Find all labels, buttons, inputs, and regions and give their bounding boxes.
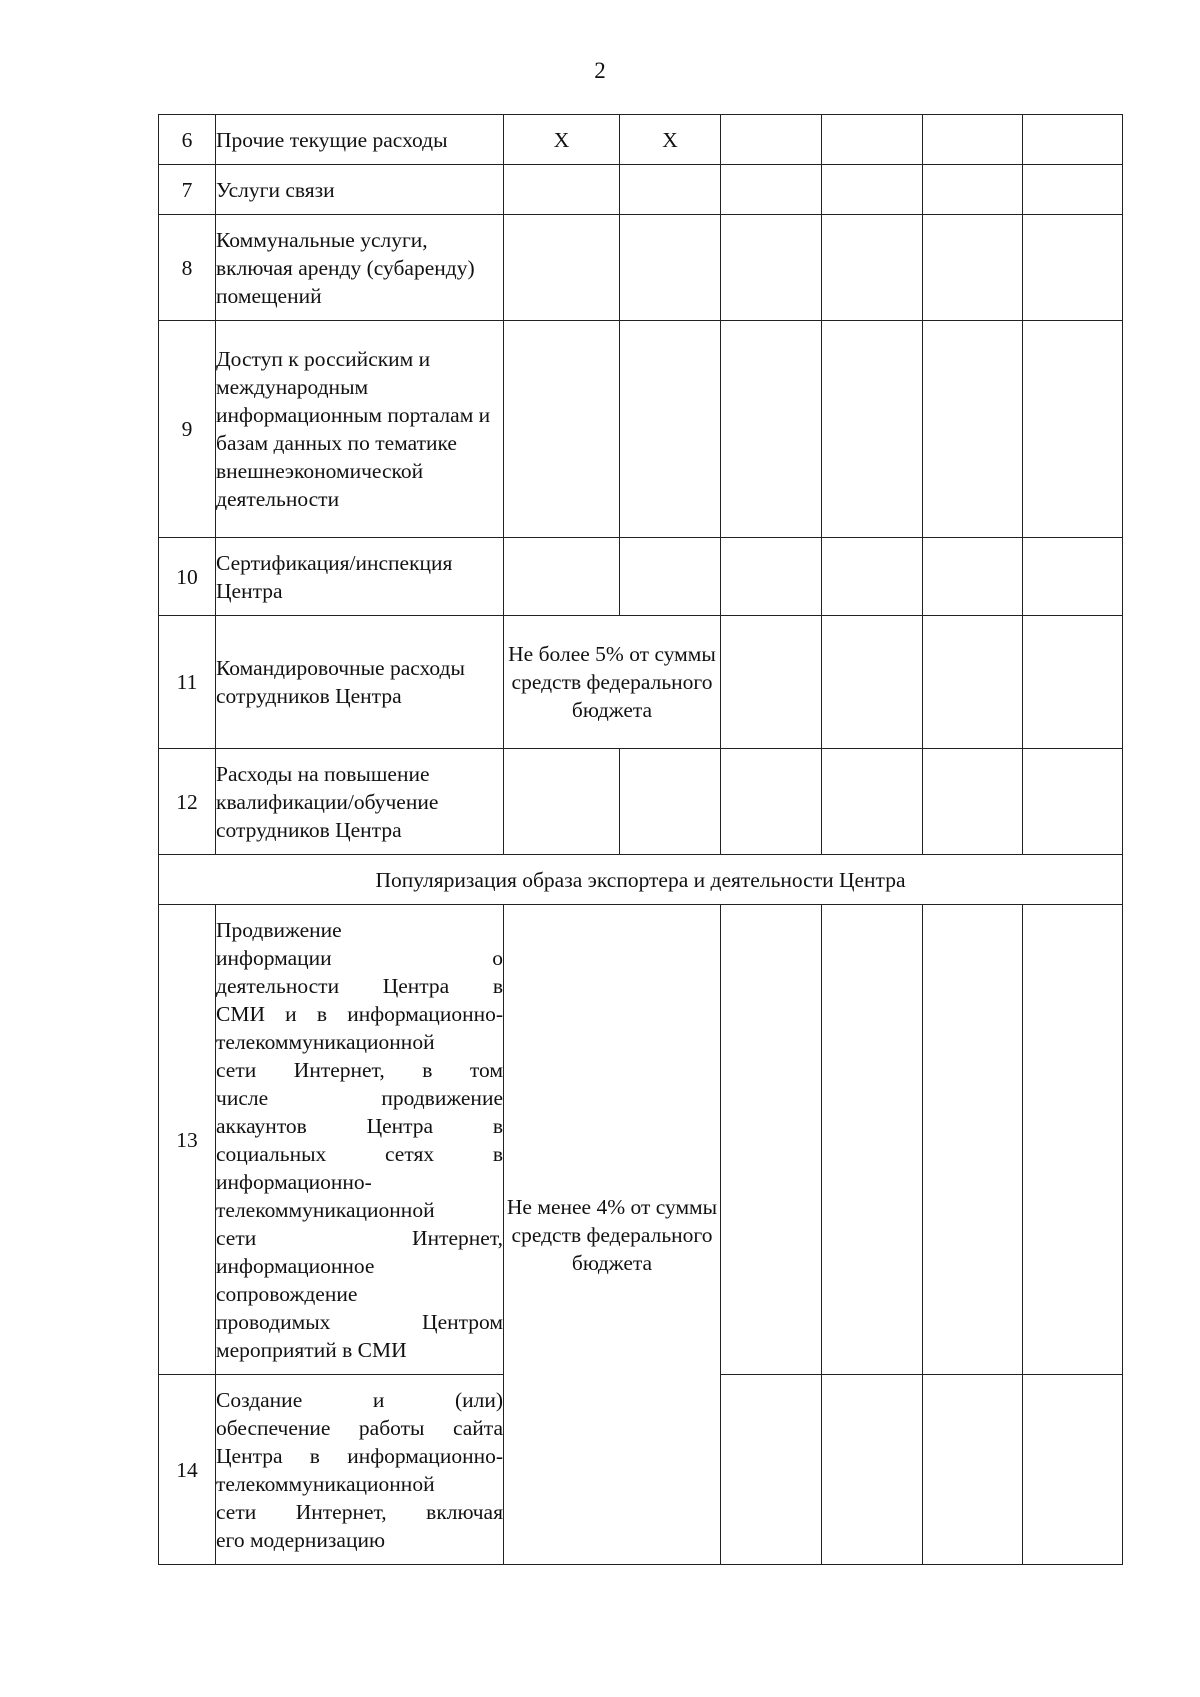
name-line: аккаунтов Центра в: [216, 1113, 503, 1138]
expense-name: Услуги связи: [216, 165, 504, 215]
row-number: 8: [159, 215, 216, 321]
name-line: обеспечение работы сайта: [216, 1415, 503, 1440]
expense-name: Доступ к российским и международным информационным порталам и базам данных по тематике внешнеэкономической деятельности: [216, 321, 504, 538]
name-line: проводимых Центром: [216, 1309, 503, 1334]
table-row-7: [159, 165, 1123, 215]
name-line: социальных сетях в: [216, 1141, 503, 1166]
empty-cell: [504, 321, 620, 538]
name-line: телекоммуникационной: [216, 1029, 435, 1054]
empty-cell: [504, 215, 620, 321]
empty-cell: [504, 538, 620, 616]
empty-cell: [620, 749, 721, 855]
name-line: сопровождение: [216, 1281, 358, 1306]
empty-cell: [923, 321, 1023, 538]
empty-cell: [1023, 321, 1123, 538]
empty-cell: [1023, 905, 1123, 1375]
empty-cell: [721, 115, 822, 165]
empty-cell: [721, 165, 822, 215]
empty-cell: [721, 749, 822, 855]
row-number: 14: [159, 1375, 216, 1565]
name-line: Создание и (или): [216, 1387, 503, 1412]
name-line: информационно-: [216, 1169, 372, 1194]
empty-cell: [1023, 115, 1123, 165]
empty-cell: [721, 905, 822, 1375]
name-line: сети Интернет,: [216, 1225, 503, 1250]
empty-cell: [504, 749, 620, 855]
empty-cell: [620, 165, 721, 215]
row-number: 11: [159, 616, 216, 749]
empty-cell: [822, 905, 923, 1375]
empty-cell: [1023, 165, 1123, 215]
name-line: информационное: [216, 1253, 375, 1278]
table-row-8: [159, 215, 1123, 321]
expense-table: [158, 114, 1123, 1565]
empty-cell: [1023, 538, 1123, 616]
empty-cell: [822, 538, 923, 616]
table-row-12: [159, 749, 1123, 855]
empty-cell: [822, 165, 923, 215]
empty-cell: [923, 1375, 1023, 1565]
expense-name: Сертификация/инспекция Центра: [216, 538, 504, 616]
row-number: 10: [159, 538, 216, 616]
empty-cell: [721, 215, 822, 321]
empty-cell: [721, 321, 822, 538]
mark-cell: X: [504, 115, 620, 165]
section-row: [159, 855, 1123, 905]
empty-cell: [822, 616, 923, 749]
page-number: 2: [594, 58, 606, 83]
empty-cell: [721, 616, 822, 749]
row-number: 9: [159, 321, 216, 538]
name-line: телекоммуникационной: [216, 1471, 435, 1496]
table-row-11: [159, 616, 1123, 749]
mark-cell: X: [620, 115, 721, 165]
expense-name: Коммунальные услуги, включая аренду (субаренду) помещений: [216, 215, 504, 321]
empty-cell: [822, 321, 923, 538]
limit-cell: Не менее 4% от суммы средств федерального бюджета: [504, 905, 721, 1565]
name-line: телекоммуникационной: [216, 1197, 435, 1222]
table-row-13: [159, 905, 1123, 1375]
empty-cell: [923, 215, 1023, 321]
empty-cell: [1023, 616, 1123, 749]
empty-cell: [822, 749, 923, 855]
empty-cell: [923, 616, 1023, 749]
empty-cell: [721, 1375, 822, 1565]
table-row-10: [159, 538, 1123, 616]
empty-cell: [923, 115, 1023, 165]
empty-cell: [620, 215, 721, 321]
limit-cell: Не более 5% от суммы средств федерального бюджета: [504, 616, 721, 749]
row-number: 7: [159, 165, 216, 215]
empty-cell: [620, 321, 721, 538]
table-row-9: [159, 321, 1123, 538]
empty-cell: [721, 538, 822, 616]
name-line: числе продвижение: [216, 1085, 503, 1110]
row-number: 13: [159, 905, 216, 1375]
expense-name: Командировочные расходы сотрудников Центра: [216, 616, 504, 749]
expense-name: [216, 1375, 504, 1565]
table-row-6: [159, 115, 1123, 165]
empty-cell: [923, 905, 1023, 1375]
empty-cell: [1023, 1375, 1123, 1565]
name-line: деятельности Центра в: [216, 973, 503, 998]
empty-cell: [923, 165, 1023, 215]
expense-name: Прочие текущие расходы: [216, 115, 504, 165]
name-line: СМИ и в информационно-: [216, 1001, 503, 1026]
empty-cell: [1023, 749, 1123, 855]
name-line: информации о: [216, 945, 503, 970]
name-line: Центра в информационно-: [216, 1443, 503, 1468]
name-line: сети Интернет, включая: [216, 1499, 503, 1524]
empty-cell: [822, 115, 923, 165]
row-number: 12: [159, 749, 216, 855]
expense-name: Расходы на повышение квалификации/обучение сотрудников Центра: [216, 749, 504, 855]
empty-cell: [923, 538, 1023, 616]
row-number: 6: [159, 115, 216, 165]
name-line: мероприятий в СМИ: [216, 1337, 407, 1362]
empty-cell: [923, 749, 1023, 855]
name-line: Продвижение: [216, 917, 342, 942]
empty-cell: [1023, 215, 1123, 321]
empty-cell: [620, 538, 721, 616]
empty-cell: [822, 1375, 923, 1565]
name-line: сети Интернет, в том: [216, 1057, 503, 1082]
name-line: его модернизацию: [216, 1527, 386, 1552]
section-heading: Популяризация образа экспортера и деятельности Центра: [159, 855, 1123, 905]
empty-cell: [504, 165, 620, 215]
expense-name: [216, 905, 504, 1375]
empty-cell: [822, 215, 923, 321]
